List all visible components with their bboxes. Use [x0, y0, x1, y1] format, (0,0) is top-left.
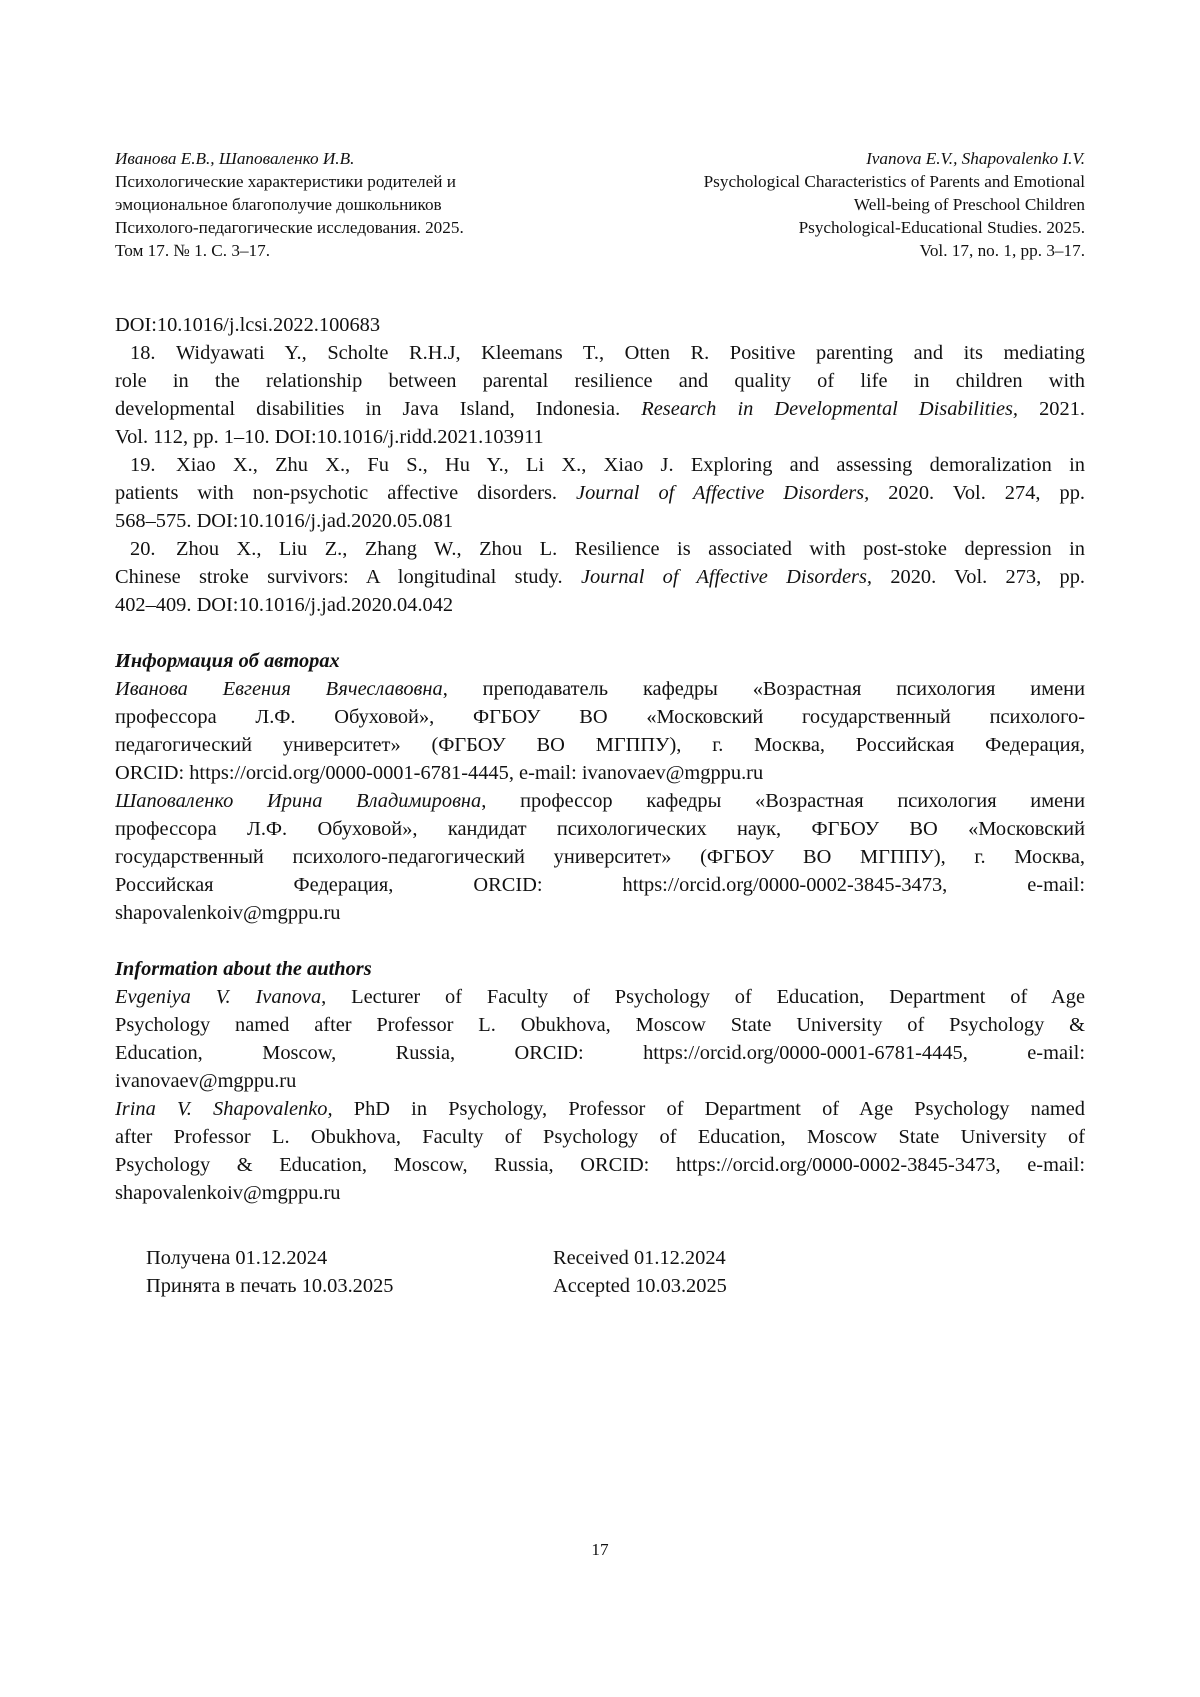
header-volume-ru: Том 17. № 1. С. 3–17. — [115, 241, 271, 260]
author-affiliation: PhD in Psychology, Professor of Department of Age Psychology named — [332, 1098, 1085, 1120]
author-affiliation: , преподаватель кафедры «Возрастная психология имени — [442, 678, 1085, 700]
section-heading-authors-en: Information about the authors — [115, 958, 372, 980]
author-affiliation: педагогический университет» (ФГБОУ ВО МГППУ), г. Москва, Российская Федерация, — [115, 734, 1085, 756]
author-affiliation: профессора Л.Ф. Обуховой», кандидат психологических наук, ФГБОУ ВО «Московский — [115, 818, 1085, 840]
reference-item — [115, 535, 1085, 619]
author-contact: Psychology & Education, Moscow, Russia, ORCID: https://orcid.org/0000-0002-3845-3473, e-mail: — [115, 1154, 1085, 1176]
header-authors-en: Ivanova E.V., Shapovalenko I.V. — [866, 149, 1085, 168]
header-journal-en: Psychological-Educational Studies. 2025. — [798, 218, 1085, 237]
reference-text: 2020. Vol. 273, pp. — [872, 566, 1085, 588]
continued-doi: DOI:10.1016/j.lcsi.2022.100683 — [115, 314, 381, 336]
author-contact: Education, Moscow, Russia, ORCID: https://orcid.org/0000-0001-6781-4445, e-mail: — [115, 1042, 1085, 1064]
reference-text: role in the relationship between parental resilience and quality of life in children with — [115, 370, 1085, 392]
reference-number: 19. — [130, 454, 156, 476]
header-title-en-line2: Well-being of Preschool Children — [853, 195, 1085, 214]
author-info-en-1 — [115, 983, 1085, 1095]
running-header-en — [565, 147, 1085, 262]
page-body — [115, 311, 1085, 1207]
reference-text: developmental disabilities in Java Island, Indonesia. — [115, 398, 642, 420]
header-title-ru-line2: эмоциональное благополучие дошкольников — [115, 195, 442, 214]
author-name: Evgeniya V. Ivanova — [115, 986, 322, 1008]
author-contact: ORCID: https://orcid.org/0000-0001-6781-4445, e-mail: ivanovaev@mgppu.ru — [115, 762, 764, 784]
author-info-ru-2 — [115, 787, 1085, 927]
reference-text: 2021. — [1018, 398, 1085, 420]
dates-en — [553, 1244, 727, 1300]
reference-text: Zhou X., Liu Z., Zhang W., Zhou L. Resilience is associated with post-stoke depression in — [176, 538, 1085, 560]
reference-journal: Journal of Affective Disorders, — [580, 566, 873, 588]
author-info-ru-1 — [115, 675, 1085, 787]
dates-ru — [146, 1244, 393, 1300]
reference-journal: Research in Developmental Disabilities, — [641, 398, 1019, 420]
reference-item — [115, 339, 1085, 451]
reference-list — [115, 311, 1085, 619]
accepted-date-en: Accepted 10.03.2025 — [553, 1275, 727, 1297]
accepted-date-ru: Принята в печать 10.03.2025 — [146, 1275, 394, 1297]
reference-text: Chinese stroke survivors: A longitudinal study. — [115, 566, 581, 588]
reference-text: patients with non-psychotic affective disorders. — [115, 482, 577, 504]
header-journal-ru: Психолого-педагогические исследования. 2025. — [115, 218, 464, 237]
author-affiliation: профессора Л.Ф. Обуховой», ФГБОУ ВО «Московский государственный психолого- — [115, 706, 1085, 728]
reference-journal: Journal of Affective Disorders, — [576, 482, 870, 504]
author-name: Шаповаленко Ирина Владимировна — [115, 790, 482, 812]
author-affiliation: , Lecturer of Faculty of Psychology of Education, Department of Age — [321, 986, 1085, 1008]
reference-text: 402–409. DOI:10.1016/j.jad.2020.04.042 — [115, 594, 454, 616]
reference-text: Xiao X., Zhu X., Fu S., Hu Y., Li X., Xiao J. Exploring and assessing demoralization in — [176, 454, 1085, 476]
author-contact: shapovalenkoiv@mgppu.ru — [115, 1182, 341, 1204]
author-info-en-2 — [115, 1095, 1085, 1207]
reference-item — [115, 451, 1085, 535]
author-name: Иванова Евгения Вячеславовна — [115, 678, 443, 700]
reference-text: Widyawati Y., Scholte R.H.J, Kleemans T., Otten R. Positive parenting and its mediating — [176, 342, 1085, 364]
author-affiliation: государственный психолого-педагогический университет» (ФГБОУ ВО МГППУ), г. Москва, — [115, 846, 1085, 868]
author-contact: shapovalenkoiv@mgppu.ru — [115, 902, 341, 924]
received-date-en: Received 01.12.2024 — [553, 1247, 726, 1269]
reference-text: 2020. Vol. 274, pp. — [869, 482, 1085, 504]
reference-text: Vol. 112, pp. 1–10. DOI:10.1016/j.ridd.2021.103911 — [115, 426, 544, 448]
header-title-en-line1: Psychological Characteristics of Parents and Emotional — [703, 172, 1085, 191]
page-number: 17 — [591, 1540, 609, 1559]
author-affiliation: , профессор кафедры «Возрастная психология имени — [481, 790, 1085, 812]
section-heading-authors-ru: Информация об авторах — [115, 650, 340, 672]
author-affiliation: after Professor L. Obukhova, Faculty of Psychology of Education, Moscow State University of — [115, 1126, 1085, 1148]
author-affiliation: Psychology named after Professor L. Obukhova, Moscow State University of Psychology & — [115, 1014, 1085, 1036]
author-name: Irina V. Shapovalenko, — [115, 1098, 333, 1120]
header-title-ru-line1: Психологические характеристики родителей и — [115, 172, 456, 191]
header-volume-en: Vol. 17, no. 1, pp. 3–17. — [919, 241, 1085, 260]
reference-number: 20. — [130, 538, 156, 560]
reference-number: 18. — [130, 342, 156, 364]
running-header-ru — [115, 147, 585, 262]
author-contact: Российская Федерация, ORCID: https://orcid.org/0000-0002-3845-3473, e-mail: — [115, 874, 1085, 896]
header-authors-ru: Иванова Е.В., Шаповаленко И.В. — [115, 149, 355, 168]
author-contact: ivanovaev@mgppu.ru — [115, 1070, 297, 1092]
reference-text: 568–575. DOI:10.1016/j.jad.2020.05.081 — [115, 510, 454, 532]
received-date-ru: Получена 01.12.2024 — [146, 1247, 328, 1269]
